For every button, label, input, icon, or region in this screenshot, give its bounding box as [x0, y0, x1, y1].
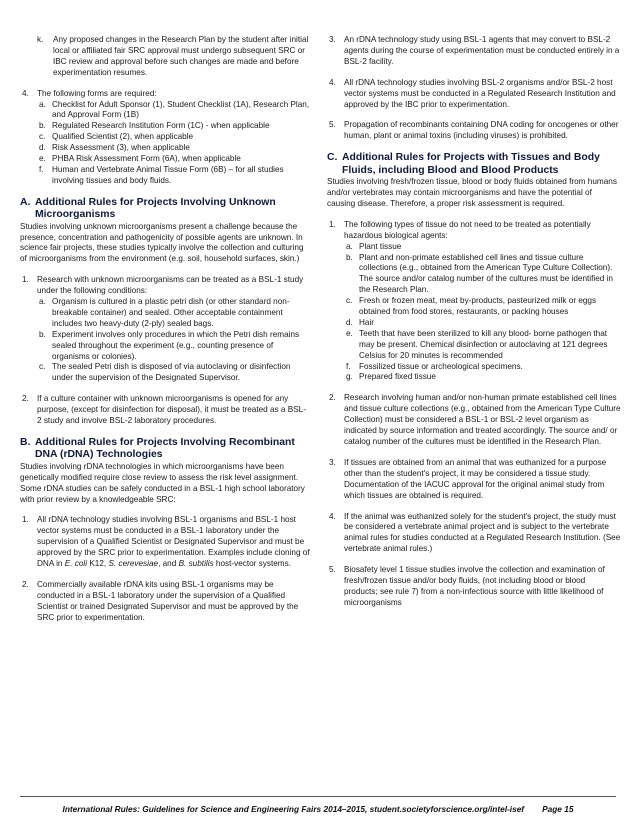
list-item: [20, 121, 310, 132]
list-marker: d.: [39, 143, 46, 153]
list-item: [20, 362, 310, 384]
list-text: Plant tissue: [359, 241, 402, 251]
list-item: [20, 100, 310, 122]
section-marker: C.: [327, 152, 338, 164]
list-marker: f.: [346, 361, 351, 371]
list-text: If tissues are obtained from an animal that was euthanized for a purpose other than the student's project, it may be considered a tissue study. Documentation of the IACUC approval for the original animal study from which tissues are obtained is required.: [344, 457, 607, 500]
list-marker: a.: [346, 241, 353, 251]
list-text: [37, 515, 310, 570]
list-item: [20, 275, 310, 297]
list-marker: e.: [346, 328, 353, 338]
list-item: [20, 154, 310, 165]
list-text: All rDNA technology studies involving BSL-2 organisms and/or BSL-2 host vector systems must be conducted in a Regulated Research Institution and approved by the IBC prior to experimentation.: [344, 77, 616, 109]
list-marker: 2.: [22, 579, 29, 589]
list-text: The sealed Petri dish is disposed of via autoclaving or disinfection under the supervision of the Designated Supervisor.: [52, 362, 291, 383]
footer-text: International Rules: Guidelines for Science and Engineering Fairs 2014–2015, student.societyforscience.org/intel-isef: [62, 804, 525, 814]
list-text: Qualified Scientist (2), when applicable: [52, 132, 194, 142]
list-marker: 2.: [22, 394, 29, 404]
list-marker: 1.: [22, 275, 29, 285]
species-name: S. cerevesiae: [108, 559, 159, 569]
list-text: Prepared fixed tissue: [359, 372, 436, 382]
section-title: Additional Rules for Projects Involving Unknown Microorganisms: [35, 196, 276, 221]
list-text: Human and Vertebrate Animal Tissue Form (6B) – for all studies involving tissues and body fluids.: [52, 164, 284, 185]
list-item: [20, 394, 310, 427]
list-text: Any proposed changes in the Research Plan by the student after initial local or affiliated fair SRC approval must undergo subsequent SRC or IBC review and approval before such changes are made and before experimentation resumes.: [53, 35, 309, 77]
text-run: , and: [158, 559, 179, 569]
species-name: E. coli: [64, 559, 88, 569]
list-text: Organism is cultured in a plastic petri dish (or other standard non-breakable container) and sealed. Other acceptable containment includes two heavy-duty (2-ply) sealed bags.: [52, 297, 290, 328]
section-title: Additional Rules for Projects Involving Recombinant DNA (rDNA) Technologies: [35, 437, 295, 461]
list-text: Teeth that have been sterilized to kill any blood- borne pathogen that may be present. Chemical disinfection or autoclaving at 121 degrees Celsius for 20 minutes is recommended: [359, 328, 608, 360]
list-text: If a culture container with unknown microorganisms is opened for any purpose, (except for disinfection for disposal), it must be treated as a BSL-2 study and involve BSL-2 laboratory procedures.: [37, 394, 306, 426]
list-marker: 1.: [329, 219, 336, 229]
page-number: Page 15: [542, 804, 574, 814]
list-marker: 3.: [329, 457, 336, 467]
list-marker: 2.: [329, 393, 336, 403]
list-marker: 3.: [329, 35, 336, 44]
list-item: [20, 580, 310, 624]
list-marker: e.: [39, 154, 46, 164]
section-intro: Studies involving fresh/frozen tissue, blood or body fluids obtained from humans and/or vertebrates may contain microorganisms and have the potential of causing disease. Therefore, a proper risk assessment is required.: [327, 177, 617, 208]
list-text: An rDNA technology study using BSL-1 agents that may convert to BSL-2 agents during the course of experimentation must be conducted entirely in a BSL-2 facility.: [344, 35, 620, 66]
list-item: [20, 330, 310, 363]
list-marker: 5.: [329, 565, 336, 575]
list-text: Commercially available rDNA kits using BSL-1 organisms may be conducted in a BSL-1 laboratory under the supervision of a Qualified Scientist or trained Designated Supervisor and must be approved by the SRC prior to experimentation.: [37, 579, 299, 622]
list-text: Fossilized tissue or archeological specimens.: [359, 361, 523, 371]
list-marker: 4.: [22, 88, 29, 98]
text-run: K12,: [87, 559, 109, 569]
list-item: [327, 329, 621, 362]
list-item: [327, 296, 621, 318]
list-item: [20, 165, 310, 187]
list-item: [20, 515, 310, 570]
list-text: PHBA Risk Assessment Form (6A), when applicable: [52, 154, 241, 164]
species-name: B. subtilis: [178, 559, 214, 569]
section-title: Additional Rules for Projects with Tissues and Body Fluids, including Blood and Blood Products: [342, 152, 600, 176]
list-text: Regulated Research Institution Form (1C) - when applicable: [52, 121, 270, 131]
list-text: Plant and non-primate established cell lines and tissue culture collections (e.g., obtained from the American Type Culture Collection). The source and/or catalog number of the cultures must be identified in the Research Plan.: [359, 252, 613, 295]
list-item: [20, 297, 310, 330]
list-item: [327, 120, 621, 142]
list-text: Hair: [359, 317, 375, 327]
text-run: All rDNA technology studies involving BSL-1 organisms and BSL-1 host vector systems must be conducted in a BSL-1 laboratory under the supervision of a Qualified Scientist or Designated Supervisor and must be approved by the SRC prior to experimentation. Examples include cloning of DNA in: [37, 515, 310, 569]
left-column: [20, 35, 310, 624]
list-item: [327, 393, 621, 448]
list-marker: c.: [346, 296, 353, 306]
list-marker: 4.: [329, 77, 336, 87]
list-marker: a.: [39, 297, 46, 307]
list-marker: g.: [346, 372, 353, 382]
list-item: [327, 242, 621, 253]
list-item: [20, 35, 310, 79]
section-heading-b: [20, 437, 310, 462]
list-marker: k.: [37, 35, 44, 44]
list-text: Biosafety level 1 tissue studies involve the collection and examination of fresh/frozen tissue and/or body fluids, (not including blood or blood products; see rule 7) from a non-infectious source with little likelihood of microorganisms: [344, 565, 605, 607]
list-item: [327, 220, 621, 242]
list-text: The following types of tissue do not need to be treated as potentially hazardous biological agents:: [344, 219, 591, 240]
list-text: Experiment involves only procedures in which the Petri dish remains sealed throughout the experiment (e.g., counting presence of organisms or colonies).: [52, 329, 300, 361]
list-item: [327, 362, 621, 373]
section-intro: Studies involving unknown microorganisms present a challenge because the presence, concentration and pathogenicity of possible agents are unknown. In science fair projects, these studies typically involve the collection and culturing of microorganisms from the environment (e.g. soil, household surfaces, skin.): [20, 221, 304, 264]
page-footer: [20, 796, 616, 815]
list-item: [327, 78, 621, 111]
list-item: [327, 318, 621, 329]
list-marker: a.: [39, 99, 46, 109]
list-marker: b.: [39, 121, 46, 131]
list-marker: 1.: [22, 515, 29, 525]
list-text: Research involving human and/or non-human primate established cell lines and tissue culture collections (e.g., obtained from the American Type Culture Collection) must be considered a BSL-1 or BSL-2 level organism as indicated by source information and treated accordingly. The source and/ or catalog number of the cultures must be identified in the Research Plan.: [344, 393, 621, 446]
section-intro: Studies involving rDNA technologies in which microorganisms have been genetically modified require close review to assess the risk level assignment. Some rDNA studies can be safely conducted in a BSL-1 high school laboratory with prior review by a knowledgeable SRC:: [20, 461, 305, 504]
right-column: [327, 35, 621, 609]
list-marker: 5.: [329, 120, 336, 130]
section-marker: B.: [20, 437, 31, 448]
list-text: If the animal was euthanized solely for the student's project, the study must be considered a vertebrate animal project and is subject to the vertebrate animal rules for studies conducted at a Regulated Research Institution. (See vertebrate animal rules.): [344, 511, 621, 554]
section-heading-a: [20, 197, 310, 222]
list-item: [327, 458, 621, 502]
list-marker: c.: [39, 362, 46, 372]
list-marker: b.: [39, 329, 46, 339]
list-text: Research with unknown microorganisms can be treated as a BSL-1 study under the following conditions:: [37, 275, 304, 296]
list-item: [327, 35, 621, 68]
list-item: [327, 512, 621, 556]
list-item: [327, 372, 621, 383]
list-item: [20, 143, 310, 154]
list-marker: b.: [346, 252, 353, 262]
list-marker: c.: [39, 132, 46, 142]
list-marker: d.: [346, 317, 353, 327]
text-run: host-vector systems.: [213, 559, 291, 569]
section-heading-c: [327, 152, 621, 177]
list-text: Risk Assessment (3), when applicable: [52, 143, 190, 153]
list-text: Propagation of recombinants containing DNA coding for oncogenes or other human, plant or animal toxins (including viruses) is prohibited.: [344, 120, 619, 141]
list-item: [20, 89, 310, 100]
list-marker: 4.: [329, 511, 336, 521]
list-marker: f.: [39, 164, 44, 174]
section-marker: A.: [20, 196, 31, 208]
list-item: [20, 132, 310, 143]
list-item: [327, 565, 621, 609]
list-text: Checklist for Adult Sponsor (1), Student Checklist (1A), Research Plan, and Approval Form (1B): [52, 99, 310, 120]
list-text: The following forms are required:: [37, 88, 157, 98]
list-text: Fresh or frozen meat, meat by-products, pasteurized milk or eggs obtained from food stores, restaurants, or packing houses: [359, 296, 597, 317]
list-item: [327, 253, 621, 297]
